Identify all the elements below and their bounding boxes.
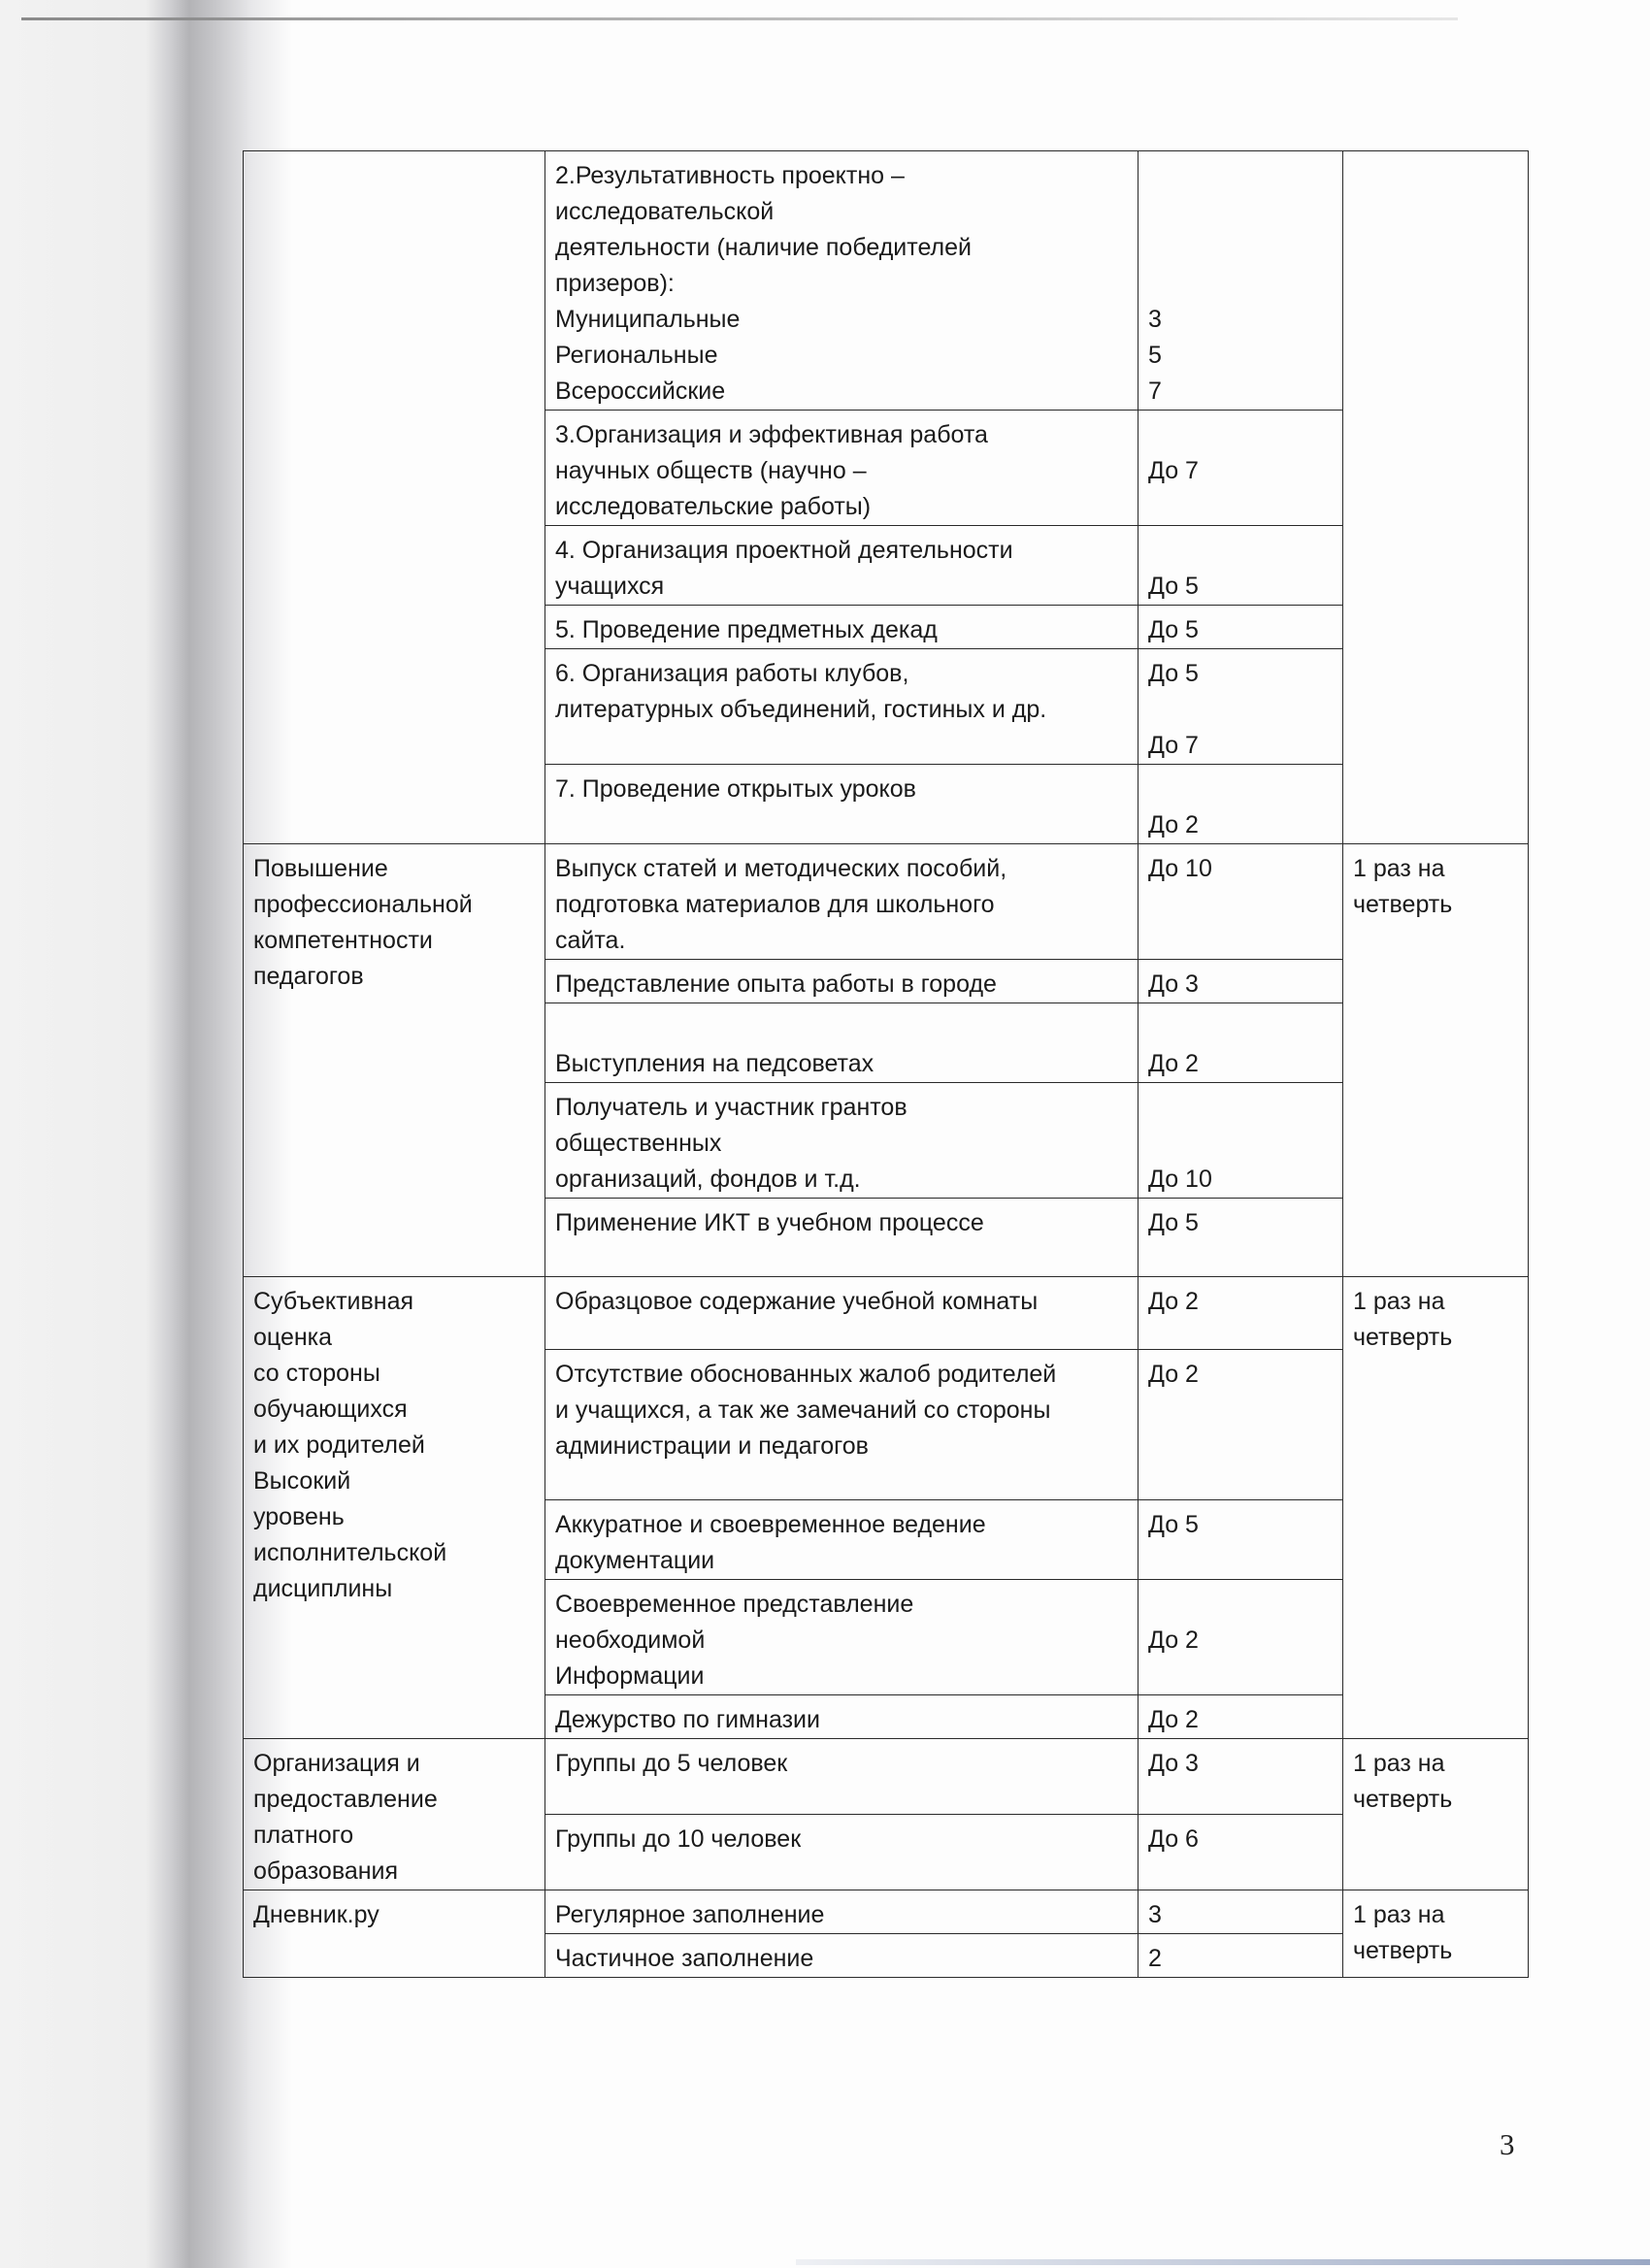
table-row bbox=[244, 1739, 1529, 1815]
criterion-cell: Группы до 10 человек bbox=[545, 1815, 1138, 1890]
scan-edge-top bbox=[21, 17, 1458, 20]
points-cell: До 3 bbox=[1138, 960, 1343, 1003]
criteria-table bbox=[243, 150, 1529, 1978]
points-cell: До 7 bbox=[1138, 411, 1343, 526]
category-cell-continued bbox=[244, 151, 545, 844]
criterion-cell: Группы до 5 человек bbox=[545, 1739, 1138, 1815]
points-cell: 3 5 7 bbox=[1138, 151, 1343, 411]
period-cell: 1 раз на четверть bbox=[1343, 844, 1529, 1277]
criterion-cell: Регулярное заполнение bbox=[545, 1890, 1138, 1934]
criterion-cell: 7. Проведение открытых уроков bbox=[545, 765, 1138, 844]
criterion-cell: 2.Результативность проектно – исследовательской деятельности (наличие победителей призеров): Муниципальные Региональные Всероссийские bbox=[545, 151, 1138, 411]
document-page bbox=[243, 150, 1529, 1978]
points-cell: До 10 bbox=[1138, 1083, 1343, 1199]
table-row bbox=[244, 151, 1529, 411]
criterion-cell: Представление опыта работы в городе bbox=[545, 960, 1138, 1003]
criterion-cell: Выступления на педсоветах bbox=[545, 1003, 1138, 1083]
category-cell: Повышение профессиональной компетентности педагогов bbox=[244, 844, 545, 1277]
criterion-cell: Получатель и участник грантов общественных организаций, фондов и т.д. bbox=[545, 1083, 1138, 1199]
points-cell: До 2 bbox=[1138, 1003, 1343, 1083]
criterion-cell: Применение ИКТ в учебном процессе bbox=[545, 1199, 1138, 1277]
points-cell: До 2 bbox=[1138, 765, 1343, 844]
criterion-cell: Дежурство по гимназии bbox=[545, 1695, 1138, 1739]
points-cell: До 2 bbox=[1138, 1277, 1343, 1350]
points-cell: До 2 bbox=[1138, 1695, 1343, 1739]
period-cell-continued bbox=[1343, 151, 1529, 844]
criterion-cell: Аккуратное и своевременное ведение документации bbox=[545, 1500, 1138, 1580]
points-cell: До 10 bbox=[1138, 844, 1343, 960]
points-cell: До 2 bbox=[1138, 1580, 1343, 1695]
points-cell: 2 bbox=[1138, 1934, 1343, 1978]
points-cell: До 5 bbox=[1138, 606, 1343, 649]
criterion-cell: Выпуск статей и методических пособий, подготовка материалов для школьного сайта. bbox=[545, 844, 1138, 960]
scan-edge-bottom bbox=[796, 2259, 1650, 2265]
table-row bbox=[244, 844, 1529, 960]
period-cell: 1 раз на четверть bbox=[1343, 1890, 1529, 1978]
points-cell: До 6 bbox=[1138, 1815, 1343, 1890]
criterion-cell: Своевременное представление необходимой Информации bbox=[545, 1580, 1138, 1695]
criterion-cell: Образцовое содержание учебной комнаты bbox=[545, 1277, 1138, 1350]
points-cell: До 5 bbox=[1138, 1500, 1343, 1580]
criterion-cell: Отсутствие обоснованных жалоб родителей и учащихся, а так же замечаний со стороны администрации и педагогов bbox=[545, 1350, 1138, 1500]
points-cell: До 2 bbox=[1138, 1350, 1343, 1500]
criterion-cell: 4. Организация проектной деятельности учащихся bbox=[545, 526, 1138, 606]
table-row bbox=[244, 1890, 1529, 1934]
page-number: 3 bbox=[1500, 2127, 1515, 2161]
table-row bbox=[244, 1277, 1529, 1350]
period-cell: 1 раз на четверть bbox=[1343, 1277, 1529, 1739]
category-cell: Организация и предоставление платного образования bbox=[244, 1739, 545, 1890]
points-cell: До 3 bbox=[1138, 1739, 1343, 1815]
category-cell: Субъективная оценка со стороны обучающихся и их родителей Высокий уровень исполнительской дисциплины bbox=[244, 1277, 545, 1739]
criterion-cell: 3.Организация и эффективная работа научных обществ (научно – исследовательские работы) bbox=[545, 411, 1138, 526]
points-cell: 3 bbox=[1138, 1890, 1343, 1934]
criterion-cell: 5. Проведение предметных декад bbox=[545, 606, 1138, 649]
points-cell: До 5 До 7 bbox=[1138, 649, 1343, 765]
category-cell: Дневник.ру bbox=[244, 1890, 545, 1978]
period-cell: 1 раз на четверть bbox=[1343, 1739, 1529, 1890]
points-cell: До 5 bbox=[1138, 526, 1343, 606]
points-cell: До 5 bbox=[1138, 1199, 1343, 1277]
criterion-cell: Частичное заполнение bbox=[545, 1934, 1138, 1978]
criterion-cell: 6. Организация работы клубов, литературных объединений, гостиных и др. bbox=[545, 649, 1138, 765]
